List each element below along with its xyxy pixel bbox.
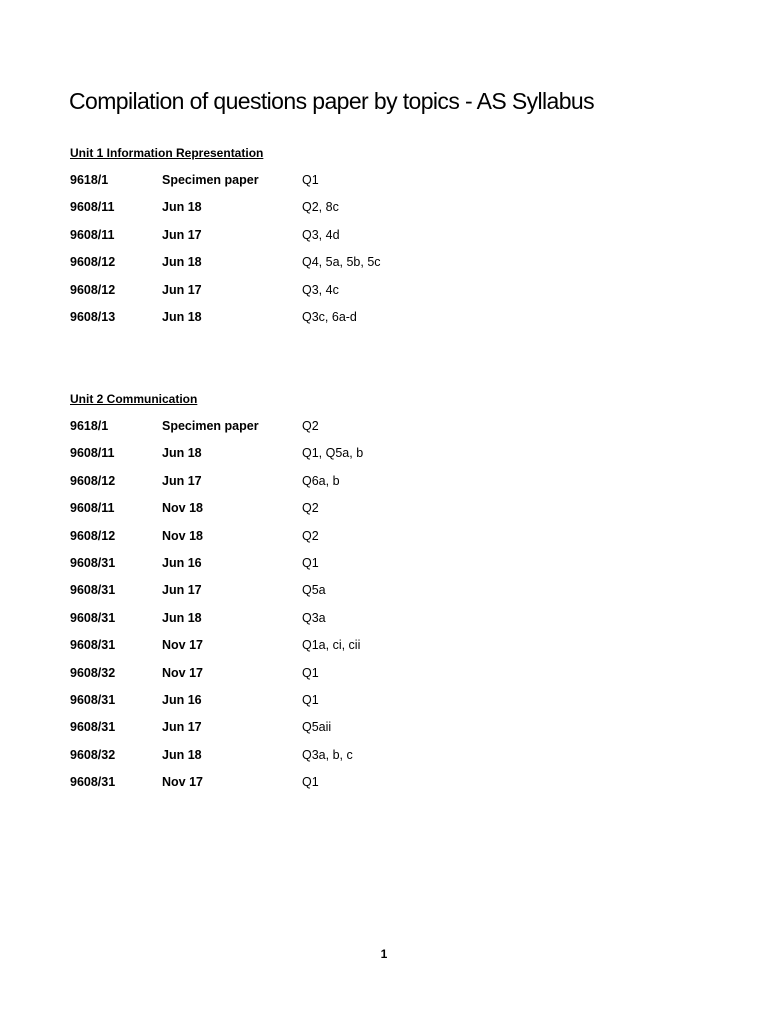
session: Nov 17 (162, 775, 203, 790)
paper-code: 9608/31 (70, 610, 116, 625)
session: Jun 17 (162, 227, 202, 242)
table-row (70, 283, 670, 310)
paper-code: 9608/31 (70, 692, 116, 707)
questions: Q1 (302, 665, 319, 680)
table-row (70, 474, 670, 501)
table-row (70, 693, 670, 720)
session: Nov 17 (162, 638, 203, 653)
paper-code: 9608/31 (70, 555, 116, 570)
paper-code: 9608/31 (70, 583, 116, 598)
session: Jun 16 (162, 555, 202, 570)
questions: Q4, 5a, 5b, 5c (302, 255, 381, 270)
section-heading: Unit 2 Communication (70, 392, 198, 406)
table-row (70, 666, 670, 693)
table-row (70, 173, 670, 200)
paper-code: 9608/31 (70, 775, 116, 790)
session: Jun 18 (162, 200, 202, 215)
table-row (70, 446, 670, 473)
session: Jun 18 (162, 446, 202, 461)
paper-code: 9608/12 (70, 255, 116, 270)
paper-code: 9608/32 (70, 747, 116, 762)
questions: Q1 (302, 555, 319, 570)
table-row (70, 611, 670, 638)
questions: Q3a, b, c (302, 747, 353, 762)
questions: Q1, Q5a, b (302, 446, 364, 461)
questions: Q1 (302, 775, 319, 790)
questions: Q1 (302, 692, 319, 707)
table-row (70, 228, 670, 255)
session: Jun 16 (162, 692, 202, 707)
document-title: Compilation of questions paper by topics - AS Syllabus (69, 88, 595, 114)
table-row (70, 775, 670, 802)
questions: Q2 (302, 419, 319, 433)
paper-code: 9608/31 (70, 638, 116, 653)
paper-code: 9608/12 (70, 473, 116, 488)
table-row (70, 748, 670, 775)
session: Jun 18 (162, 255, 202, 270)
session: Specimen paper (162, 173, 259, 187)
session: Jun 17 (162, 583, 202, 598)
paper-code: 9608/12 (70, 282, 116, 297)
table-row (70, 419, 670, 446)
paper-code: 9618/1 (70, 173, 109, 187)
paper-code: 9618/1 (70, 419, 109, 433)
paper-code: 9608/11 (70, 501, 115, 516)
session: Jun 18 (162, 747, 202, 762)
table-row (70, 529, 670, 556)
table-row (70, 200, 670, 227)
questions: Q6a, b (302, 473, 340, 488)
questions: Q1 (302, 173, 319, 187)
questions: Q2 (302, 528, 319, 543)
paper-code: 9608/12 (70, 528, 116, 543)
session: Specimen paper (162, 419, 259, 433)
session: Nov 18 (162, 501, 203, 516)
paper-code: 9608/32 (70, 665, 116, 680)
page-number: 1 (380, 947, 388, 961)
table-row (70, 556, 670, 583)
questions: Q2 (302, 501, 319, 516)
table-row (70, 638, 670, 665)
questions: Q3a (302, 610, 326, 625)
questions: Q1a, ci, cii (302, 638, 361, 653)
session: Nov 18 (162, 528, 203, 543)
table-row (70, 720, 670, 747)
session: Jun 18 (162, 610, 202, 625)
questions: Q2, 8c (302, 200, 339, 215)
paper-code: 9608/13 (70, 309, 116, 324)
table-row (70, 310, 670, 337)
session: Jun 18 (162, 309, 202, 324)
questions: Q3c, 6a-d (302, 309, 357, 324)
paper-code: 9608/11 (70, 200, 115, 215)
section-heading: Unit 1 Information Representation (70, 146, 264, 160)
questions: Q5a (302, 583, 326, 598)
section-unit-1 (70, 146, 670, 337)
paper-code: 9608/11 (70, 446, 115, 461)
section-unit-2 (70, 392, 670, 802)
questions: Q3, 4d (302, 227, 340, 242)
questions: Q3, 4c (302, 282, 339, 297)
table-row (70, 583, 670, 610)
session: Jun 17 (162, 282, 202, 297)
table-row (70, 255, 670, 282)
questions: Q5aii (302, 720, 332, 735)
session: Nov 17 (162, 665, 203, 680)
paper-code: 9608/31 (70, 720, 116, 735)
session: Jun 17 (162, 720, 202, 735)
table-row (70, 501, 670, 528)
paper-code: 9608/11 (70, 227, 115, 242)
session: Jun 17 (162, 473, 202, 488)
